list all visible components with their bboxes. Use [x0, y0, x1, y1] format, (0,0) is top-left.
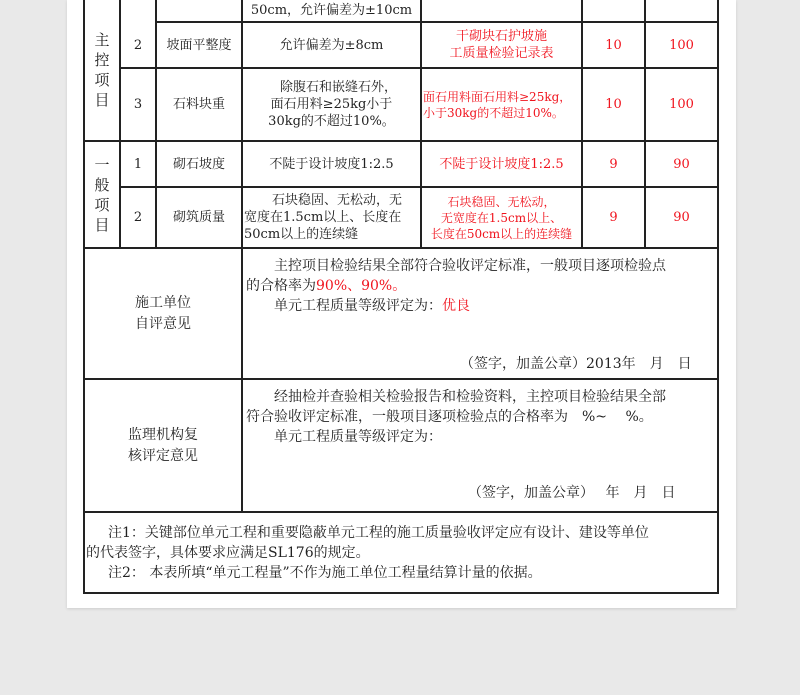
- group-label-main-control: [85, 0, 119, 140]
- rate-cell: 90: [673, 210, 690, 225]
- count-cell: 10: [605, 37, 622, 53]
- result-line: 长度在50cm以上的连续缝: [430, 226, 573, 241]
- group-char: 一: [94, 155, 110, 174]
- opinion-line: 符合验收评定标准，一般项目逐项检验点的合格率为 %~ %。: [246, 409, 653, 425]
- supervision-opinion-text: [246, 387, 716, 447]
- result-line: 面石用料面石用料≥25kg，: [423, 89, 572, 104]
- standard-cell: 不陡于设计坡度1:2.5: [269, 156, 394, 172]
- standard-text: 50cm，允许偏差为±10cm: [250, 3, 413, 18]
- standard-line: 宽度在1.5cm以上、长度在: [244, 210, 402, 225]
- row-number: 2: [133, 210, 143, 225]
- group-char: 控: [94, 51, 110, 69]
- label-line: 施工单位: [135, 294, 191, 311]
- result-cell: [422, 23, 581, 67]
- grade-label: 单元工程质量等级评定为：: [274, 298, 442, 314]
- result-line: 工质量检验记录表: [449, 46, 554, 61]
- standard-cell: 允许偏差为±8cm: [279, 37, 384, 53]
- construction-opinion-label: [85, 249, 241, 378]
- count-cell: 10: [605, 97, 622, 112]
- pass-rate-label: 的合格率为: [246, 278, 316, 294]
- group-char: 项: [94, 71, 110, 89]
- note-line: 的代表签字，具体要求应满足SL176的规定。: [86, 545, 370, 561]
- label-line: 核评定意见: [128, 447, 198, 464]
- standard-line: 50cm以上的连续缝: [244, 227, 359, 242]
- table-bottom-border: [83, 592, 719, 594]
- construction-signature: （签字，加盖公章）2013年 月 日: [460, 356, 692, 372]
- result-cell: [423, 69, 581, 140]
- item-name: 石料块重: [172, 97, 225, 112]
- table-right-border: [717, 0, 719, 594]
- rate-cell: 100: [669, 37, 694, 53]
- label-line: 自评意见: [135, 315, 191, 332]
- result-line: 小于30kg的不超过10%。: [423, 105, 564, 120]
- result-cell: [422, 188, 581, 247]
- note-line: 注1：关键部位单元工程和重要隐蔽单元工程的施工质量验收评定应有设计、建设等单位: [108, 525, 649, 541]
- opinion-line: [246, 276, 716, 296]
- supervision-signature: （签字，加盖公章） 年 月 日: [468, 485, 676, 501]
- row-number: 2: [133, 37, 143, 53]
- standard-line: 面石用料≥25kg小于: [270, 97, 393, 112]
- standard-cell: [243, 0, 420, 21]
- notes: [86, 523, 716, 583]
- group-char: 项: [94, 195, 110, 214]
- grade-value: 优良: [442, 298, 470, 314]
- standard-line: 30kg的不超过10%。: [268, 114, 395, 129]
- standard-cell: [243, 69, 420, 140]
- opinion-line: [246, 296, 716, 316]
- standard-line: 除腹石和嵌缝石外，: [279, 80, 397, 95]
- row-number: 3: [133, 97, 143, 112]
- result-cell: 不陡于设计坡度1:2.5: [439, 156, 564, 172]
- construction-opinion-text: [246, 256, 716, 316]
- rate-cell: 100: [669, 97, 694, 112]
- item-name: 坡面平整度: [166, 37, 232, 53]
- item-name: 砌筑质量: [172, 210, 225, 225]
- label-line: 监理机构复: [128, 426, 198, 443]
- row-number: 1: [133, 156, 143, 172]
- standard-line: 石块稳固、无松动，无: [272, 193, 403, 208]
- rate-cell: 90: [673, 156, 690, 172]
- standard-cell: [244, 188, 420, 247]
- row-divider: [83, 511, 717, 513]
- opinion-line: 经抽检并查验相关检验报告和检验资料，主控项目检验结果全部: [274, 389, 666, 405]
- result-line: 干砌块石护坡施: [455, 29, 547, 44]
- pass-rate-value: 90%、90%。: [316, 278, 407, 294]
- result-line: 无宽度在1.5cm以上、: [440, 210, 563, 225]
- group-char: 目: [94, 91, 110, 109]
- count-cell: 9: [609, 156, 618, 172]
- result-line: 石块稳固、无松动，: [447, 194, 556, 209]
- opinion-line: 主控项目检验结果全部符合验收评定标准，一般项目逐项检验点: [274, 258, 666, 274]
- group-char: 般: [94, 175, 110, 194]
- group-char: 主: [94, 31, 110, 49]
- opinion-line: 单元工程质量等级评定为：: [274, 429, 442, 445]
- group-label-general: [85, 142, 119, 247]
- note-line: 注2： 本表所填“单元工程量”不作为施工单位工程量结算计量的依据。: [108, 565, 542, 581]
- group-char: 目: [94, 215, 110, 234]
- count-cell: 9: [609, 210, 618, 225]
- item-name: 砌石坡度: [172, 156, 225, 172]
- supervision-opinion-label: [85, 380, 241, 511]
